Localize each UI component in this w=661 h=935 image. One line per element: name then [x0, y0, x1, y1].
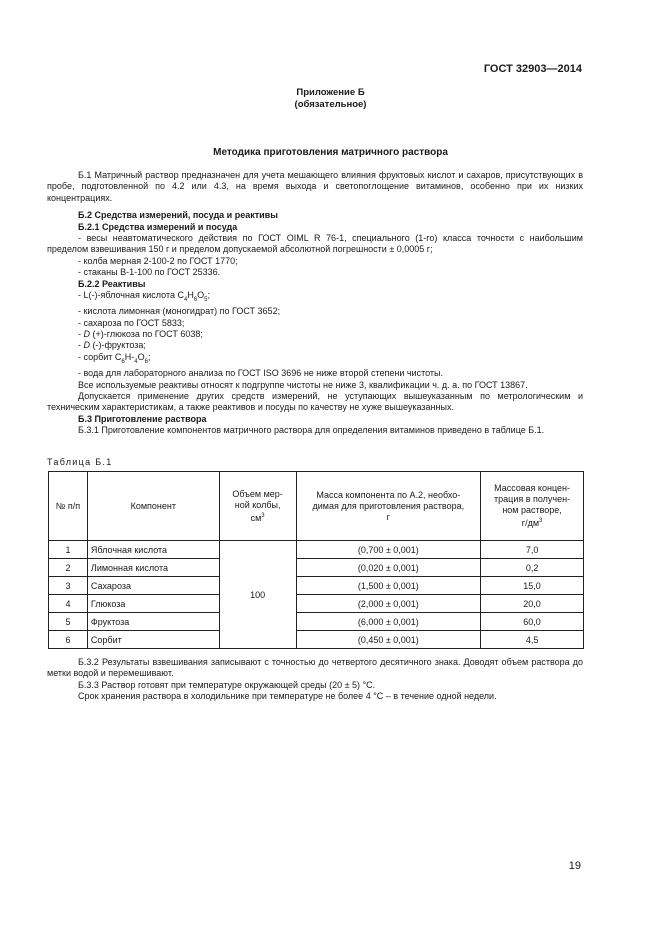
cell-mass: (1,500 ± 0,001): [296, 577, 481, 595]
purity-note: Все используемые реактивы относят к подгруппе чистоты не ниже 3, квалификации ч. д. а. по ГОСТ 13867.: [78, 379, 528, 390]
paragraph-b33: Б.3.3 Раствор готовят при температуре окружающей среды (20 ± 5) °С.: [78, 679, 376, 690]
paragraph-b31: Б.3.1 Приготовление компонентов матричного раствора для определения витаминов приведено в таблице Б.1.: [78, 425, 545, 436]
document-code: ГОСТ 32903—2014: [483, 63, 582, 75]
reagent-water: - вода для лабораторного анализа по ГОСТ ISO 3696 не ниже второй степени чистоты.: [78, 368, 444, 379]
cell-concentration: 0,2: [481, 559, 584, 577]
cell-component: Яблочная кислота: [87, 541, 219, 559]
list-item: - весы неавтоматического действия по ГОСТ OIML R 76-1, специального (1-го) класса точности с наибольшим пределом взвешивания 150 г и пределом допускаемой абсолютной погрешности ± 0,0005 г;: [47, 233, 583, 255]
header-mass: Масса компонента по А.2, необхо- димая для приготовления раствора, г: [296, 472, 481, 541]
header-component: Компонент: [87, 472, 219, 541]
reagent-glucose: - D (+)-глюкоза по ГОСТ 6038;: [78, 329, 203, 340]
section-b32-b33: [47, 657, 583, 703]
cell-num: 1: [49, 541, 88, 559]
cell-mass: (0,450 ± 0,001): [296, 631, 481, 649]
storage-note: Срок хранения раствора в холодильнике при температуре не более 4 °С – в течение одной недели.: [78, 691, 497, 702]
header-num: № п/п: [49, 472, 88, 541]
cell-mass: (2,000 ± 0,001): [296, 595, 481, 613]
table-row: [49, 613, 584, 631]
cell-mass: (0,020 ± 0,001): [296, 559, 481, 577]
cell-component: Фруктоза: [87, 613, 219, 631]
cell-num: 3: [49, 577, 88, 595]
reagent-fructose: - D (-)-фруктоза;: [78, 340, 146, 351]
cell-flask-volume: 100: [219, 541, 296, 649]
section-b1-b3: [47, 170, 583, 437]
cell-component: Глюкоза: [87, 595, 219, 613]
reagent-sorbitol: - сорбит $C_6H-_4O_6$;: [78, 351, 151, 365]
appendix-title: Приложение Б: [296, 87, 365, 98]
table-row: [49, 577, 584, 595]
cell-num: 5: [49, 613, 88, 631]
appendix-status: (обязательное): [294, 99, 367, 110]
cell-num: 4: [49, 595, 88, 613]
cell-num: 6: [49, 631, 88, 649]
cell-concentration: 15,0: [481, 577, 584, 595]
cell-component: Сорбит: [87, 631, 219, 649]
header-concentration: Массовая концен- трация в получен- ном растворе, $г/дм^3$: [481, 472, 584, 541]
cell-concentration: 20,0: [481, 595, 584, 613]
heading-b2: Б.2 Средства измерений, посуда и реактивы: [78, 210, 278, 221]
cell-concentration: 7,0: [481, 541, 584, 559]
table-header-row: [49, 472, 584, 541]
list-item: - колба мерная 2-100-2 по ГОСТ 1770;: [78, 255, 238, 266]
cell-mass: (0,700 ± 0,001): [296, 541, 481, 559]
reagent-citric-acid: - кислота лимонная (моногидрат) по ГОСТ 3652;: [78, 306, 281, 317]
cell-mass: (6,000 ± 0,001): [296, 613, 481, 631]
method-title: Методика приготовления матричного раствора: [213, 147, 448, 158]
paragraph-b1: Б.1 Матричный раствор предназначен для учета мешающего влияния фруктовых кислот и сахаров, присутствующих в пробе, подготовленной по 4.2 или 4.3, на время выхода и светопоглощение витаминов, особенно при их низких концентрациях.: [47, 170, 583, 203]
table-caption: Таблица Б.1: [47, 457, 113, 467]
table-row: [49, 559, 584, 577]
heading-b3: Б.3 Приготовление раствора: [78, 413, 207, 424]
cell-concentration: 4,5: [481, 631, 584, 649]
cell-component: Сахароза: [87, 577, 219, 595]
allowed-note: Допускается применение других средств измерений, не уступающих вышеуказанным по метрологическим и техническим характеристикам, а также реактивов и посуды по качеству не хуже вышеуказанных.: [47, 390, 583, 413]
header-flask-volume: Объем мер- ной колбы, $см^3$: [219, 472, 296, 541]
table-row: [49, 595, 584, 613]
table-row: [49, 541, 584, 559]
cell-num: 2: [49, 559, 88, 577]
heading-b22: Б.2.2 Реактивы: [78, 278, 146, 289]
components-table: [48, 471, 584, 649]
reagent-sucrose: - сахароза по ГОСТ 5833;: [78, 317, 185, 328]
list-item: - стаканы В-1-100 по ГОСТ 25336.: [78, 267, 221, 278]
paragraph-b32: Б.3.2 Результаты взвешивания записывают с точностью до четвертого десятичного знака. Доводят объем раствора до метки водой и перемешивают.: [47, 657, 583, 679]
cell-component: Лимонная кислота: [87, 559, 219, 577]
heading-b21: Б.2.1 Средства измерений и посуда: [78, 221, 238, 232]
table-row: [49, 631, 584, 649]
appendix-heading: [0, 87, 661, 111]
cell-concentration: 60,0: [481, 613, 584, 631]
page-number: 19: [568, 860, 581, 872]
reagent-malic-acid: - L(-)-яблочная кислота $C_4H_6O_5$;: [78, 290, 211, 303]
